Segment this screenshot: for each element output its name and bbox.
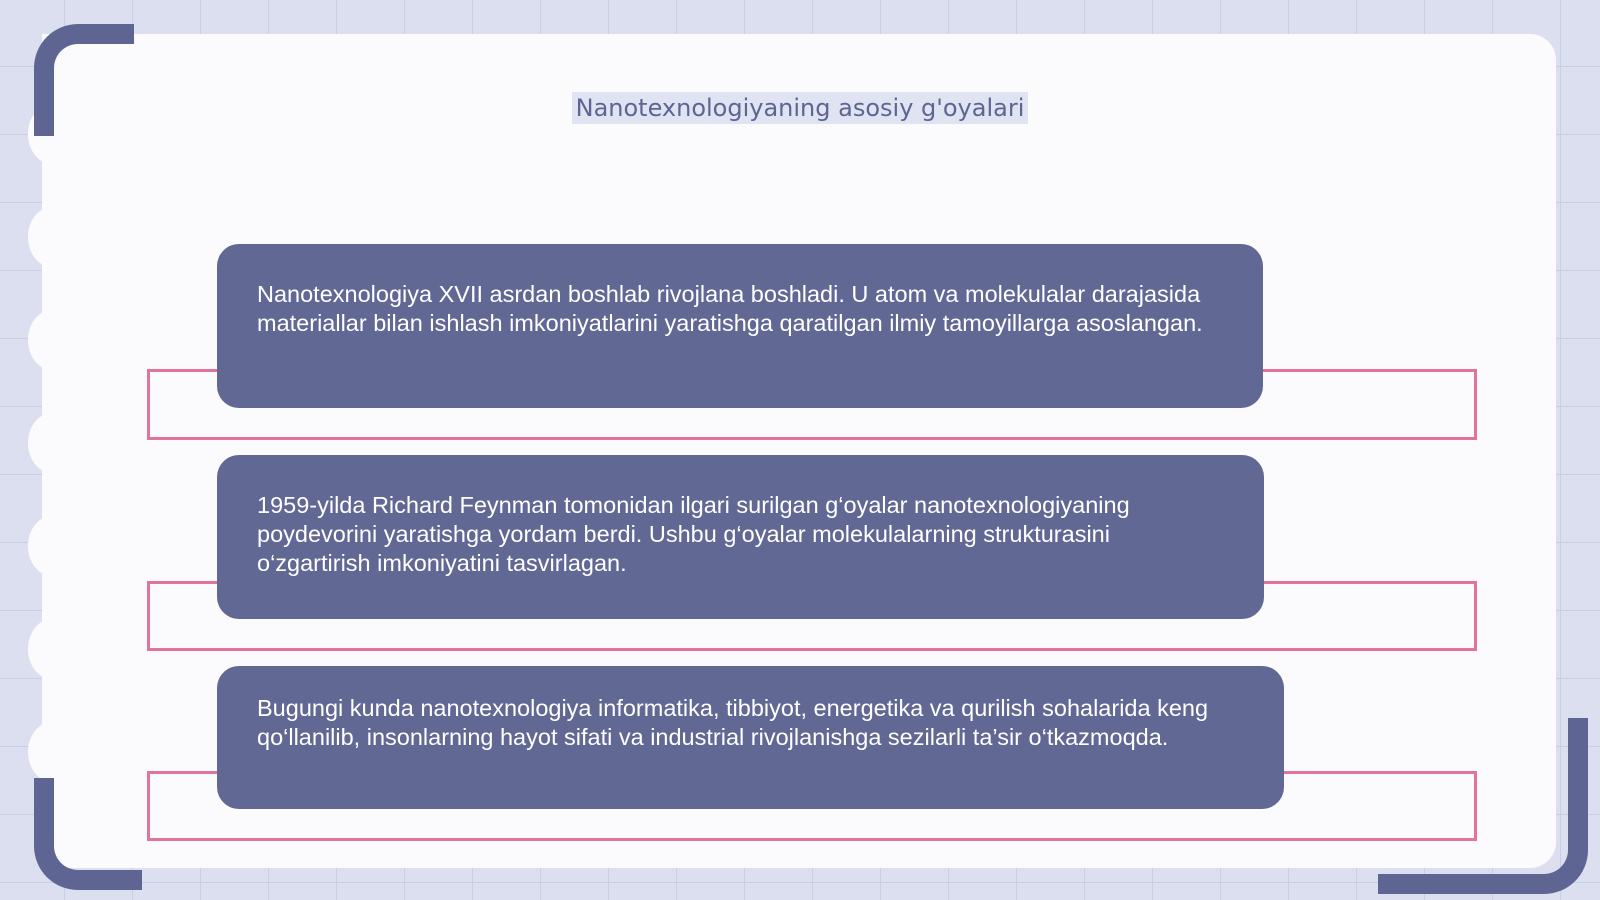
paper-scallop — [28, 619, 76, 679]
paper-scallop — [28, 722, 76, 782]
info-card-1 — [217, 244, 1263, 408]
info-card-text: 1959-yilda Richard Feynman tomonidan ilgari surilgan g‘oyalar nanotexnologiyaning poydevorini yaratishga yordam berdi. Ushbu g‘oyalar molekulalarning strukturasini o‘zgartirish imkoniyatini tasvirlagan. — [257, 492, 1130, 576]
paper-scallop — [28, 413, 76, 473]
slide-title — [0, 94, 1600, 122]
paper-scallop — [28, 310, 76, 370]
corner-bracket-bottom-left — [34, 778, 142, 890]
slide-title-text: Nanotexnologiyaning asosiy g'oyalari — [572, 92, 1029, 124]
paper-scallop — [28, 516, 76, 576]
paper-scallop — [28, 207, 76, 267]
info-card-2 — [217, 455, 1264, 619]
info-card-text: Nanotexnologiya XVII asrdan boshlab rivojlana boshladi. U atom va molekulalar darajasida materiallar bilan ishlash imkoniyatlarini yaratishga qaratilgan ilmiy tamoyillarga asoslangan. — [257, 281, 1203, 336]
info-card-text: Bugungi kunda nanotexnologiya informatika, tibbiyot, energetika va qurilish sohalarida keng qo‘llanilib, insonlarning hayot sifati va industrial rivojlanishga sezilarli ta’sir o‘tkazmoqda. — [257, 695, 1209, 750]
info-card-3 — [217, 666, 1284, 809]
